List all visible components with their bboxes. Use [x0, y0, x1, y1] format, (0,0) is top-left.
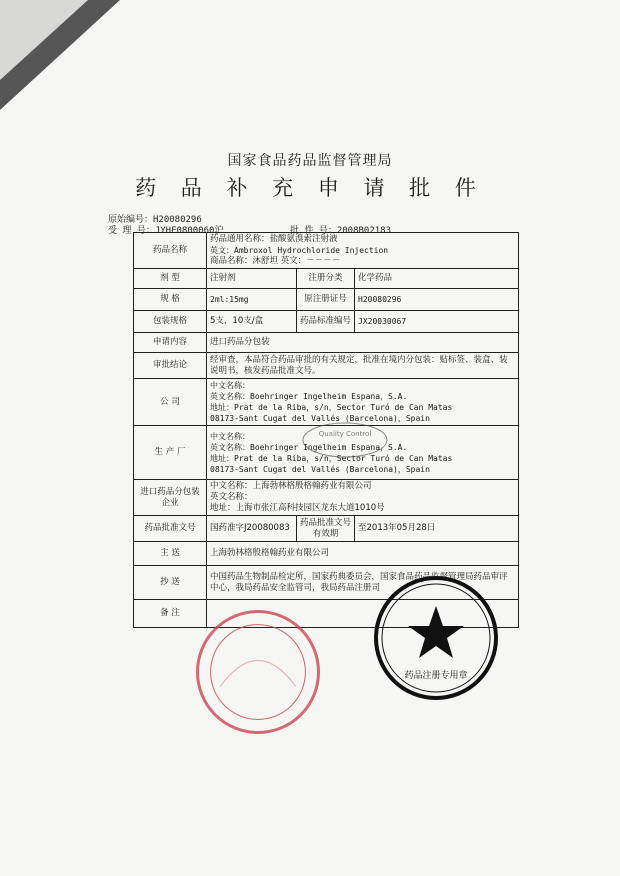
packager-cell: [207, 480, 519, 516]
reg-class-label: 注册分类: [297, 269, 355, 289]
send-to-label: 主 送: [134, 542, 207, 566]
drug-name-label: 药品名称: [134, 233, 207, 269]
trade-name: 商品名称：沐舒坦 英文：－－－－: [210, 256, 341, 266]
conclusion-label: 审批结论: [134, 353, 207, 379]
generic-name: 药品通用名称：盐酸氨溴索注射液: [210, 234, 338, 244]
conclusion-value: 经审查，本品符合药品审批的有关规定，批准在境内分包装：贴标签、装盒、装说明书，核发药品批准文号。: [207, 353, 519, 379]
red-circular-seal: [196, 610, 320, 734]
document-title: 药 品 补 充 申 请 批 件: [135, 176, 485, 200]
validity-label: 药品批准文号有效期: [297, 516, 355, 542]
manufacturer-label: 生 产 厂: [134, 426, 207, 480]
black-official-seal: [372, 574, 500, 702]
company-addr2: 08173-Sant Cugat del Vallés (Barcelona)，Spain: [210, 414, 430, 423]
table-row: [134, 333, 519, 353]
star-icon: [408, 606, 464, 658]
approval-label: 药品批准文号: [134, 516, 207, 542]
packager-addr: 地址：上海市张江高科技园区龙东大道1010号: [210, 503, 385, 513]
spec-value: 2ml:15mg: [207, 289, 297, 311]
table-row: [134, 289, 519, 311]
cc-value: 中国药品生物制品检定所，国家药典委员会，国家食品药品监督管理局药品审评中心，我局药品安全监管司，我局药品注册司: [207, 566, 519, 600]
company-en: 英文名称：Boehringer Ingelheim Espana，S.A.: [210, 392, 408, 401]
remarks-label: 备 注: [134, 600, 207, 628]
reg-class-value: 化学药品: [355, 269, 519, 289]
send-to-value: 上海勃林格殷格翰药业有限公司: [207, 542, 519, 566]
table-row: [134, 233, 519, 269]
pack-label: 包装规格: [134, 311, 207, 333]
english-name: 英文：Ambroxol Hydrochloride Injection: [210, 246, 389, 255]
company-cn: 中文名称：: [210, 381, 250, 390]
table-row: [134, 480, 519, 516]
table-row: [134, 542, 519, 566]
dosage-form-label: 剂 型: [134, 269, 207, 289]
dosage-form-value: 注射剂: [207, 269, 297, 289]
manufacturer-cn: 中文名称：: [210, 431, 250, 441]
packager-en: 英文名称：: [210, 492, 253, 502]
packager-label: 进口药品分包装企业: [134, 480, 207, 516]
approval-document-number: 批 件 号：2008B02183: [290, 226, 392, 236]
acceptance-number: 受 理 号：JYHF0800060沪: [108, 226, 224, 236]
standard-value: JX20030067: [355, 311, 519, 333]
qc-stamp-text: Quality Control: [318, 430, 372, 438]
table-row: [134, 516, 519, 542]
standard-label: 药品标准编号: [297, 311, 355, 333]
manufacturer-en: 英文名称：Boehringer Ingelheim Espana，S.A.: [210, 442, 408, 452]
drug-name-cell: [207, 233, 519, 269]
application-value: 进口药品分包装: [207, 333, 519, 353]
agency-title: 国家食品药品监督管理局: [227, 153, 393, 169]
application-label: 申请内容: [134, 333, 207, 353]
packager-cn: 中文名称：上海勃林格殷格翰药业有限公司: [210, 481, 372, 491]
seal-text: 药品注册专用章: [404, 671, 468, 681]
spec-label: 规 格: [134, 289, 207, 311]
company-addr1: 地址：Prat de la Riba，s/n，Sector Turó de Can Matas: [210, 403, 453, 412]
pack-value: 5支，10支/盒: [207, 311, 297, 333]
table-row: [134, 269, 519, 289]
company-cell: [207, 379, 519, 426]
table-row: [134, 379, 519, 426]
manufacturer-addr2: 08173-Sant Cugat del Vallés (Barcelona)，Spain: [210, 464, 430, 474]
folded-corner-inner: [0, 0, 88, 80]
original-number: 原始编号：H20080296: [108, 215, 202, 225]
orig-reg-label: 原注册证号: [297, 289, 355, 311]
table-row: [134, 353, 519, 379]
approval-value: 国药准字J20080083: [207, 516, 297, 542]
table-row: [134, 311, 519, 333]
quality-control-stamp: [300, 420, 390, 460]
manufacturer-addr1: 地址：Prat de la Riba，s/n，Sector Turó de Can Matas: [210, 453, 453, 463]
company-label: 公 司: [134, 379, 207, 426]
validity-value: 至2013年05月28日: [355, 516, 519, 542]
cc-label: 抄 送: [134, 566, 207, 600]
orig-reg-value: H20080296: [355, 289, 519, 311]
